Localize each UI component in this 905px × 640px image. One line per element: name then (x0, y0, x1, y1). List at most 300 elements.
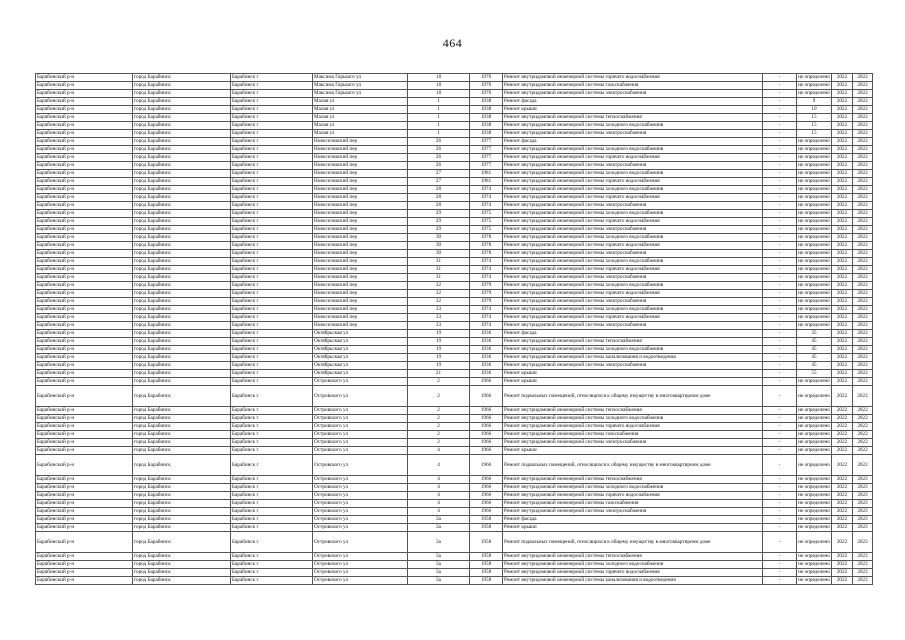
work-type-cell: Ремонт внутридомовой инженерной системы электроснабжения (503, 362, 763, 370)
locality-cell: Барабинск г (231, 447, 313, 455)
municipal-district-cell: Барабинский р-н (36, 378, 133, 386)
start-year-cell: 2022 (832, 508, 853, 516)
street-cell: Новоселовский пер (313, 138, 408, 146)
cost-cell: не определено (798, 577, 830, 584)
house-number-cell: 19 (408, 338, 470, 346)
build-year-cell: 1978 (470, 250, 503, 258)
settlement-cell: город Барабинск (133, 290, 231, 298)
dash-cell: - (763, 242, 797, 250)
cost-cell: не определено (798, 266, 830, 273)
table-row (36, 362, 873, 370)
locality-cell: Барабинск г (231, 266, 313, 274)
work-type-cell: Ремонт внутридомовой инженерной системы горячего водоснабжения (503, 74, 763, 82)
house-number-cell: 4 (408, 500, 470, 508)
end-year-cell: 2022 (853, 306, 873, 314)
build-year-cell: 1977 (470, 154, 503, 162)
house-number-cell: 26 (408, 162, 470, 170)
build-year-cell: 1966 (470, 415, 503, 423)
house-number-cell: 4 (408, 447, 470, 455)
end-year-cell: 2022 (853, 492, 873, 500)
municipal-district-cell: Барабинский р-н (36, 338, 133, 346)
build-year-cell: 1966 (470, 484, 503, 492)
build-year-cell: 1958 (470, 532, 503, 553)
house-number-cell: 28 (408, 186, 470, 194)
municipal-district-cell: Барабинский р-н (36, 476, 133, 484)
dash-cell: - (763, 532, 797, 553)
dash-cell: - (763, 114, 797, 122)
settlement-cell: город Барабинск (133, 82, 231, 90)
end-year-cell: 2022 (853, 98, 873, 106)
work-type-cell: Ремонт внутридомовой инженерной системы горячего водоснабжения (503, 154, 763, 162)
dash-cell: - (763, 524, 797, 532)
end-year-cell: 2022 (853, 226, 873, 234)
start-year-cell: 2022 (832, 532, 853, 553)
start-year-cell: 2022 (832, 154, 853, 162)
start-year-cell: 2022 (832, 178, 853, 186)
cost-cell: не определено (797, 532, 832, 553)
build-year-cell: 1979 (470, 298, 503, 306)
locality-cell: Барабинск г (231, 386, 313, 407)
municipal-district-cell: Барабинский р-н (36, 290, 133, 298)
street-cell: Новоселовский пер (313, 282, 408, 290)
start-year-cell: 2022 (832, 162, 853, 170)
work-type-cell: Ремонт внутридомовой инженерной системы газоснабжения (503, 82, 763, 90)
house-number-cell: 28 (408, 202, 470, 210)
build-year-cell: 1975 (470, 210, 503, 218)
house-number-cell: 32 (408, 290, 470, 298)
municipal-district-cell: Барабинский р-н (36, 194, 133, 202)
house-number-cell: 2 (408, 378, 470, 386)
start-year-cell: 2022 (832, 476, 853, 484)
dash-cell: - (763, 202, 797, 210)
settlement-cell: город Барабинск (133, 569, 231, 577)
end-year-cell: 2022 (853, 439, 873, 447)
municipal-district-cell: Барабинский р-н (36, 415, 133, 423)
dash-cell: - (763, 476, 797, 484)
table-row (36, 90, 873, 98)
table-row (36, 194, 873, 202)
locality-cell: Барабинск г (231, 484, 313, 492)
street-cell: Новоселовский пер (313, 178, 408, 186)
cost-cell: не определено (798, 484, 830, 491)
build-year-cell: 1966 (470, 407, 503, 415)
settlement-cell: город Барабинск (133, 186, 231, 194)
start-year-cell: 2022 (832, 242, 853, 250)
street-cell: Малая ул (313, 106, 408, 114)
house-number-cell: 3а (408, 553, 470, 561)
end-year-cell: 2022 (853, 194, 873, 202)
municipal-district-cell: Барабинский р-н (36, 130, 133, 138)
locality-cell: Барабинск г (231, 242, 313, 250)
house-number-cell: 2 (408, 439, 470, 447)
work-type-cell: Ремонт внутридомовой инженерной системы горячего водоснабжения (503, 492, 763, 500)
street-cell: Новоселовский пер (313, 250, 408, 258)
cost-cell: не определено (798, 170, 830, 177)
build-year-cell: 1974 (470, 306, 503, 314)
settlement-cell: город Барабинск (133, 114, 231, 122)
house-number-cell: 33 (408, 322, 470, 330)
work-type-cell: Ремонт подвальных помещений, относящихся к общему имуществу в многоквартирном доме (503, 455, 763, 476)
work-type-cell: Ремонт крыши (503, 524, 763, 532)
street-cell: Новоселовский пер (313, 186, 408, 194)
end-year-cell: 2022 (853, 82, 873, 90)
build-year-cell: 1936 (470, 354, 503, 362)
dash-cell: - (763, 146, 797, 154)
work-type-cell: Ремонт внутридомовой инженерной системы холодного водоснабжения (503, 210, 763, 218)
build-year-cell: 1966 (470, 476, 503, 484)
settlement-cell: город Барабинск (133, 266, 231, 274)
locality-cell: Барабинск г (231, 476, 313, 484)
locality-cell: Барабинск г (231, 415, 313, 423)
dash-cell: - (763, 508, 797, 516)
table-row (36, 266, 873, 274)
municipal-district-cell: Барабинский р-н (36, 82, 133, 90)
start-year-cell: 2022 (832, 218, 853, 226)
table-row (36, 82, 873, 90)
street-cell: Новоселовский пер (313, 170, 408, 178)
cost-cell: не определено (798, 226, 830, 233)
dash-cell: - (763, 122, 797, 130)
table-row (36, 106, 873, 114)
build-year-cell: 1936 (470, 346, 503, 354)
street-cell: Новоселовский пер (313, 162, 408, 170)
street-cell: Островского ул (313, 508, 408, 516)
build-year-cell: 1938 (470, 106, 503, 114)
locality-cell: Барабинск г (231, 532, 313, 553)
street-cell: Новоселовский пер (313, 210, 408, 218)
build-year-cell: 1974 (470, 202, 503, 210)
build-year-cell: 1978 (470, 234, 503, 242)
cost-cell: 10 (797, 106, 832, 114)
table-row (36, 370, 873, 378)
municipal-district-cell: Барабинский р-н (36, 186, 133, 194)
work-type-cell: Ремонт внутридомовой инженерной системы электроснабжения (503, 250, 763, 258)
build-year-cell: 1977 (470, 162, 503, 170)
settlement-cell: город Барабинск (133, 407, 231, 415)
dash-cell: - (763, 447, 797, 455)
house-number-cell: 1 (408, 130, 470, 138)
house-number-cell: 3а (408, 516, 470, 524)
house-number-cell: 4 (408, 484, 470, 492)
work-type-cell: Ремонт внутридомовой инженерной системы холодного водоснабжения (503, 186, 763, 194)
municipal-district-cell: Барабинский р-н (36, 346, 133, 354)
locality-cell: Барабинск г (231, 250, 313, 258)
municipal-district-cell: Барабинский р-н (36, 532, 133, 553)
street-cell: Новоселовский пер (313, 306, 408, 314)
cost-cell: не определено (798, 524, 830, 531)
house-number-cell: 4 (408, 455, 470, 476)
settlement-cell: город Барабинск (133, 250, 231, 258)
dash-cell: - (763, 362, 797, 370)
work-type-cell: Ремонт внутридомовой инженерной системы горячего водоснабжения (503, 194, 763, 202)
dash-cell: - (763, 455, 797, 476)
street-cell: Островского ул (313, 516, 408, 524)
settlement-cell: город Барабинск (133, 162, 231, 170)
table-row (36, 306, 873, 314)
end-year-cell: 2022 (853, 314, 873, 322)
locality-cell: Барабинск г (231, 154, 313, 162)
cost-cell: не определено (798, 250, 830, 257)
start-year-cell: 2022 (832, 439, 853, 447)
work-type-cell: Ремонт внутридомовой инженерной системы электроснабжения (503, 90, 763, 98)
locality-cell: Барабинск г (231, 314, 313, 322)
start-year-cell: 2022 (832, 82, 853, 90)
dash-cell: - (763, 106, 797, 114)
work-type-cell: Ремонт подвальных помещений, относящихся к общему имуществу в многоквартирном доме (503, 532, 763, 553)
municipal-district-cell: Барабинский р-н (36, 218, 133, 226)
table-row (36, 258, 873, 266)
table-row (36, 500, 873, 508)
dash-cell: - (763, 186, 797, 194)
municipal-district-cell: Барабинский р-н (36, 178, 133, 186)
street-cell: Островского ул (313, 407, 408, 415)
dash-cell: - (763, 266, 797, 274)
table-row (36, 330, 873, 338)
cost-cell: не определено (798, 298, 830, 305)
build-year-cell: 1974 (470, 274, 503, 282)
settlement-cell: город Барабинск (133, 130, 231, 138)
municipal-district-cell: Барабинский р-н (36, 298, 133, 306)
locality-cell: Барабинск г (231, 561, 313, 569)
house-number-cell: 26 (408, 138, 470, 146)
work-type-cell: Ремонт внутридомовой инженерной системы канализования и водоотведения (503, 354, 763, 362)
locality-cell: Барабинск г (231, 178, 313, 186)
work-type-cell: Ремонт внутридомовой инженерной системы горячего водоснабжения (503, 266, 763, 274)
street-cell: Островского ул (313, 455, 408, 476)
municipal-district-cell: Барабинский р-н (36, 306, 133, 314)
street-cell: Малая ул (313, 130, 408, 138)
end-year-cell: 2022 (853, 378, 873, 386)
end-year-cell: 2022 (853, 322, 873, 330)
end-year-cell: 2022 (853, 447, 873, 455)
municipal-district-cell: Барабинский р-н (36, 322, 133, 330)
locality-cell: Барабинск г (231, 162, 313, 170)
locality-cell: Барабинск г (231, 138, 313, 146)
municipal-district-cell: Барабинский р-н (36, 314, 133, 322)
locality-cell: Барабинск г (231, 210, 313, 218)
house-number-cell: 31 (408, 258, 470, 266)
work-type-cell: Ремонт внутридомовой инженерной системы электроснабжения (503, 298, 763, 306)
house-number-cell: 28 (408, 194, 470, 202)
dash-cell: - (763, 194, 797, 202)
end-year-cell: 2022 (853, 162, 873, 170)
house-number-cell: 19 (408, 330, 470, 338)
house-number-cell: 2 (408, 431, 470, 439)
cost-cell: 45 (797, 338, 832, 346)
table-row (36, 178, 873, 186)
start-year-cell: 2022 (832, 386, 853, 407)
end-year-cell: 2022 (853, 484, 873, 492)
work-type-cell: Ремонт фасада (503, 138, 763, 146)
settlement-cell: город Барабинск (133, 330, 231, 338)
build-year-cell: 1958 (470, 516, 503, 524)
street-cell: Островского ул (313, 439, 408, 447)
locality-cell: Барабинск г (231, 569, 313, 577)
build-year-cell: 1966 (470, 378, 503, 386)
work-type-cell: Ремонт внутридомовой инженерной системы горячего водоснабжения (503, 290, 763, 298)
settlement-cell: город Барабинск (133, 138, 231, 146)
build-year-cell: 1938 (470, 122, 503, 130)
locality-cell: Барабинск г (231, 122, 313, 130)
municipal-district-cell: Барабинский р-н (36, 354, 133, 362)
house-number-cell: 26 (408, 146, 470, 154)
work-type-cell: Ремонт внутридомовой инженерной системы электроснабжения (503, 130, 763, 138)
municipal-district-cell: Барабинский р-н (36, 106, 133, 114)
house-number-cell: 1 (408, 98, 470, 106)
municipal-district-cell: Барабинский р-н (36, 561, 133, 569)
work-type-cell: Ремонт внутридомовой инженерной системы горячего водоснабжения (503, 314, 763, 322)
start-year-cell: 2022 (832, 500, 853, 508)
work-type-cell: Ремонт крыши (503, 447, 763, 455)
work-type-cell: Ремонт внутридомовой инженерной системы электроснабжения (503, 202, 763, 210)
street-cell: Новоселовский пер (313, 242, 408, 250)
start-year-cell: 2022 (832, 194, 853, 202)
house-number-cell: 18 (408, 90, 470, 98)
street-cell: Островского ул (313, 492, 408, 500)
cost-cell: не определено (798, 74, 830, 81)
cost-cell: не определено (798, 306, 830, 313)
cost-cell: не определено (798, 516, 830, 523)
house-number-cell: 30 (408, 234, 470, 242)
end-year-cell: 2022 (853, 258, 873, 266)
municipal-district-cell: Барабинский р-н (36, 154, 133, 162)
repair-schedule-sheet (35, 73, 872, 585)
street-cell: Малая ул (313, 114, 408, 122)
house-number-cell: 3а (408, 532, 470, 553)
work-type-cell: Ремонт внутридомовой инженерной системы электроснабжения (503, 162, 763, 170)
cost-cell: не определено (798, 447, 830, 454)
street-cell: Октябрьская ул (313, 346, 408, 354)
street-cell: Островского ул (313, 532, 408, 553)
locality-cell: Барабинск г (231, 194, 313, 202)
end-year-cell: 2022 (853, 130, 873, 138)
settlement-cell: город Барабинск (133, 322, 231, 330)
end-year-cell: 2022 (853, 114, 873, 122)
work-type-cell: Ремонт внутридомовой инженерной системы горячего водоснабжения (503, 178, 763, 186)
locality-cell: Барабинск г (231, 354, 313, 362)
house-number-cell: 3а (408, 569, 470, 577)
street-cell: Островского ул (313, 561, 408, 569)
dash-cell: - (763, 338, 797, 346)
locality-cell: Барабинск г (231, 306, 313, 314)
house-number-cell: 19 (408, 354, 470, 362)
work-type-cell: Ремонт внутридомовой инженерной системы холодного водоснабжения (503, 282, 763, 290)
cost-cell: не определено (798, 476, 830, 483)
settlement-cell: город Барабинск (133, 561, 231, 569)
locality-cell: Барабинск г (231, 226, 313, 234)
end-year-cell: 2022 (853, 138, 873, 146)
dash-cell: - (763, 569, 797, 577)
settlement-cell: город Барабинск (133, 500, 231, 508)
table-row (36, 74, 873, 82)
table-row (36, 250, 873, 258)
build-year-cell: 1938 (470, 114, 503, 122)
start-year-cell: 2022 (832, 98, 853, 106)
street-cell: Новоселовский пер (313, 226, 408, 234)
cost-cell: не определено (798, 218, 830, 225)
cost-cell: не определено (798, 274, 830, 281)
end-year-cell: 2022 (853, 106, 873, 114)
house-number-cell: 30 (408, 242, 470, 250)
build-year-cell: 1977 (470, 138, 503, 146)
table-row (36, 354, 873, 362)
table-row (36, 492, 873, 500)
cost-cell: 45 (797, 354, 832, 362)
settlement-cell: город Барабинск (133, 492, 231, 500)
dash-cell: - (763, 162, 797, 170)
build-year-cell: 1975 (470, 218, 503, 226)
end-year-cell: 2022 (853, 386, 873, 407)
locality-cell: Барабинск г (231, 186, 313, 194)
settlement-cell: город Барабинск (133, 202, 231, 210)
municipal-district-cell: Барабинский р-н (36, 114, 133, 122)
street-cell: Островского ул (313, 569, 408, 577)
dash-cell: - (763, 290, 797, 298)
street-cell: Малая ул (313, 98, 408, 106)
street-cell: Новоселовский пер (313, 234, 408, 242)
end-year-cell: 2022 (853, 415, 873, 423)
house-number-cell: 3а (408, 561, 470, 569)
cost-cell: не определено (798, 178, 830, 185)
table-row (36, 561, 873, 569)
locality-cell: Барабинск г (231, 370, 313, 378)
end-year-cell: 2022 (853, 354, 873, 362)
table-row (36, 162, 873, 170)
municipal-district-cell: Барабинский р-н (36, 508, 133, 516)
locality-cell: Барабинск г (231, 170, 313, 178)
start-year-cell: 2022 (832, 298, 853, 306)
house-number-cell: 30 (408, 250, 470, 258)
municipal-district-cell: Барабинский р-н (36, 447, 133, 455)
table-row (36, 407, 873, 415)
house-number-cell: 3а (408, 577, 470, 585)
dash-cell: - (763, 258, 797, 266)
locality-cell: Барабинск г (231, 202, 313, 210)
house-number-cell: 4 (408, 476, 470, 484)
end-year-cell: 2022 (853, 242, 873, 250)
dash-cell: - (763, 282, 797, 290)
municipal-district-cell: Барабинский р-н (36, 484, 133, 492)
municipal-district-cell: Барабинский р-н (36, 516, 133, 524)
cost-cell: не определено (798, 282, 830, 289)
house-number-cell: 19 (408, 362, 470, 370)
settlement-cell: город Барабинск (133, 415, 231, 423)
dash-cell: - (763, 298, 797, 306)
build-year-cell: 1936 (470, 330, 503, 338)
municipal-district-cell: Барабинский р-н (36, 386, 133, 407)
locality-cell: Барабинск г (231, 524, 313, 532)
cost-cell: не определено (798, 154, 830, 161)
dash-cell: - (763, 314, 797, 322)
build-year-cell: 1936 (470, 362, 503, 370)
build-year-cell: 1966 (470, 386, 503, 407)
locality-cell: Барабинск г (231, 500, 313, 508)
house-number-cell: 32 (408, 282, 470, 290)
end-year-cell: 2022 (853, 569, 873, 577)
dash-cell: - (763, 170, 797, 178)
settlement-cell: город Барабинск (133, 234, 231, 242)
table-row (36, 439, 873, 447)
cost-cell: не определено (798, 202, 830, 209)
street-cell: Островского ул (313, 577, 408, 585)
build-year-cell: 1975 (470, 226, 503, 234)
settlement-cell: город Барабинск (133, 362, 231, 370)
house-number-cell: 4 (408, 508, 470, 516)
cost-cell: не определено (798, 423, 830, 430)
start-year-cell: 2022 (832, 561, 853, 569)
street-cell: Новоселовский пер (313, 298, 408, 306)
start-year-cell: 2022 (832, 274, 853, 282)
